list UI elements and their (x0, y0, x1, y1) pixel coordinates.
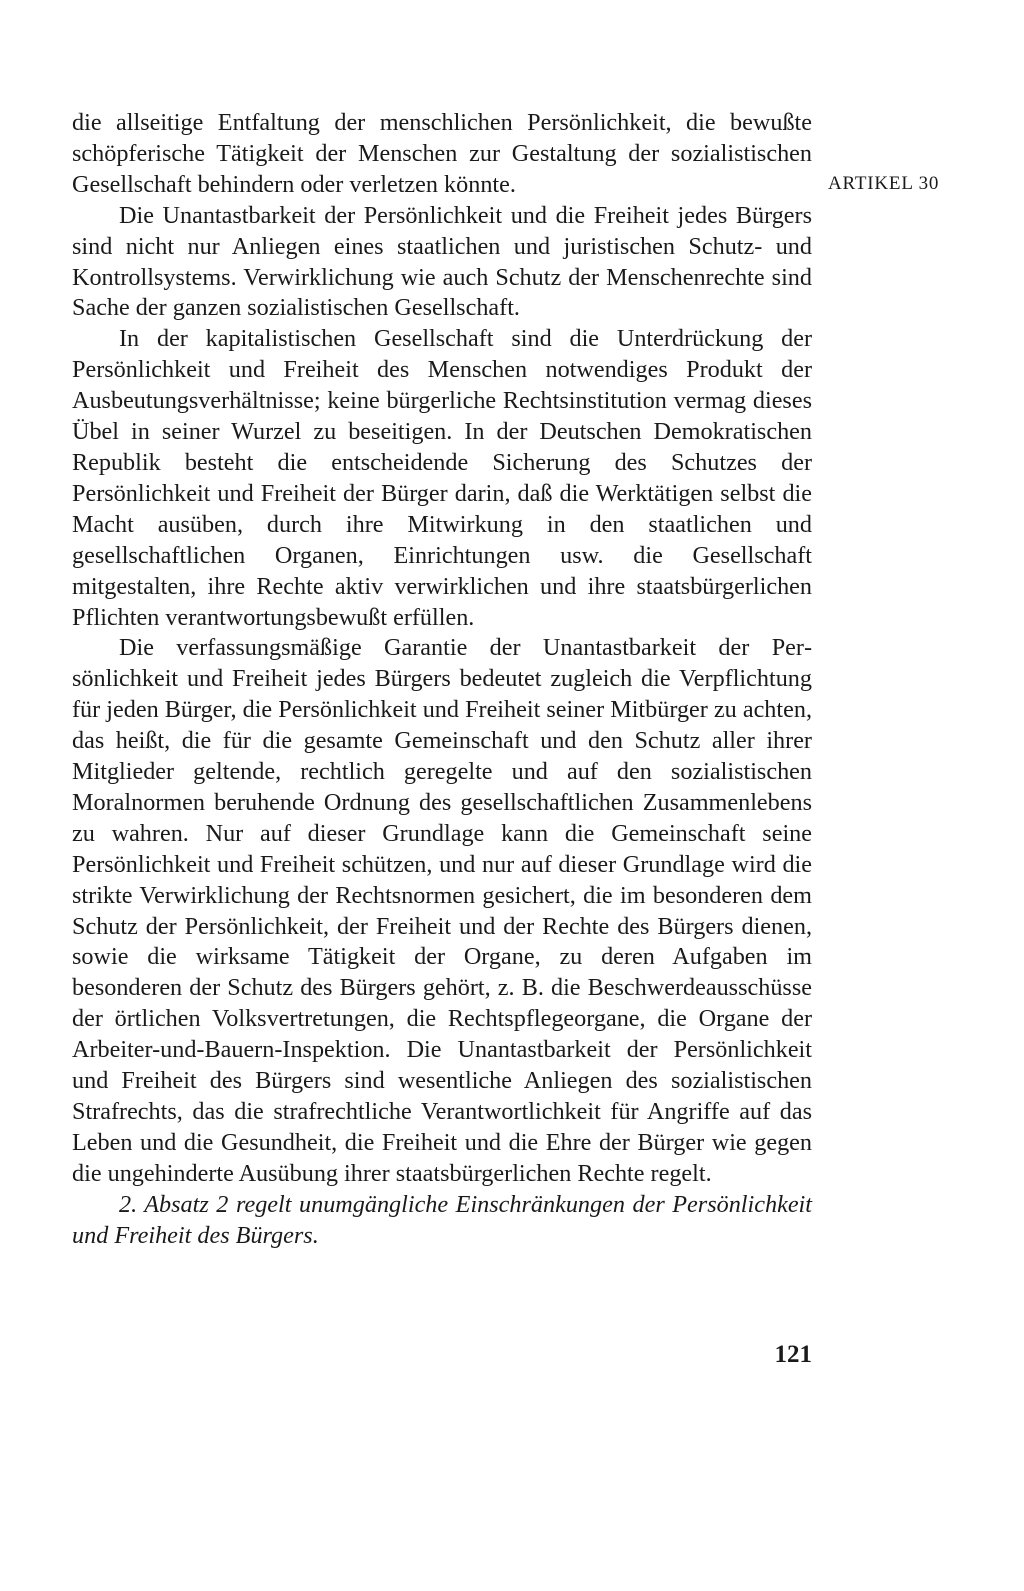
paragraph-kapitalistische-gesellschaft: In der kapitalistischen Gesellschaft sind die Unterdrückung der Persönlichkeit und Freiheit des Menschen notwendiges Produkt der Ausbeutungsverhältnisse; keine bürgerliche Rechtsinstitution vermag dieses Übel in seiner Wurzel zu beseitigen. In der Deutschen Demokratischen Republik besteht die entscheidende Sicherung des Schutzes der Persönlichkeit und Freiheit der Bürger darin, daß die Werktätigen selbst die Macht ausüben, durch ihre Mitwirkung in den staatlichen und gesellschaftlichen Organen, Einrichtungen usw. die Gesellschaft mitgestalten, ihre Rechte aktiv verwirklichen und ihre staatsbürgerlichen Pflichten verantwortungsbewußt erfüllen. (72, 325, 812, 631)
paragraph-verfassungsgarantie: Die verfassungsmäßige Garantie der Unantastbarkeit der Persönlichkeit und Freiheit jedes Bürgers bedeutet zugleich die Verpflichtung für jeden Bürger, die Persönlichkeit und Freiheit seiner Mitbürger zu achten, das heißt, die für die gesamte Gemeinschaft und den Schutz aller ihrer Mitglieder geltende, rechtlich geregelte und auf den sozialistischen Moralnormen beruhende Ordnung des gesellschaftlichen Zusammenlebens zu wahren. Nur auf dieser Grundlage kann die Gemeinschaft seine Persönlichkeit und Freiheit schützen, und nur auf dieser Grundlage wird die strikte Verwirklichung der Rechtsnormen gesichert, die im besonderen dem Schutz der Persönlichkeit, der Freiheit und der Rechte des Bürgers dienen, sowie die wirksame Tätigkeit der Organe, zu deren Aufgaben im besonderen der Schutz des Bürgers gehört, z. B. die Beschwerdeausschüsse der örtlichen Volksvertretungen, die Rechtspflegeorgane, die Organe der Arbeiter-und-Bauern-Inspektion. Die Unantastbarkeit der Persönlichkeit und Freiheit des Bürgers sind wesentliche Anliegen des sozialistischen Strafrechts, das die strafrechtliche Verantwortlichkeit für Angriffe auf das Leben und die Gesundheit, die Freiheit und die Ehre der Bürger wie gegen die ungehinderte Ausübung ihrer staatsbürgerlichen Rechte regelt. (72, 634, 812, 1187)
paragraph-unantastbarkeit: Die Unantastbarkeit der Persönlichkeit und die Freiheit jedes Bürgers sind nicht nur Anliegen eines staatlichen und juristischen Schutz- und Kontrollsystems. Verwirklichung wie auch Schutz der Menschenrechte sind Sache der ganzen sozialistischen Gesellschaft. (72, 201, 812, 322)
body-text (72, 108, 812, 1252)
paragraph-continuation: die allseitige Entfaltung der menschlichen Persönlichkeit, die bewußte schöpferische Tätigkeit der Menschen zur Gestaltung der sozialistischen Gesellschaft behindern oder verletzen könnte. (72, 109, 812, 198)
paragraph-absatz-2: 2. Absatz 2 regelt unumgängliche Einschränkungen der Persönlichkeit und Freiheit des Bürgers. (72, 1190, 812, 1249)
article-marginal-note: ARTIKEL 30 (828, 173, 940, 194)
page-number: 121 (774, 1341, 812, 1368)
